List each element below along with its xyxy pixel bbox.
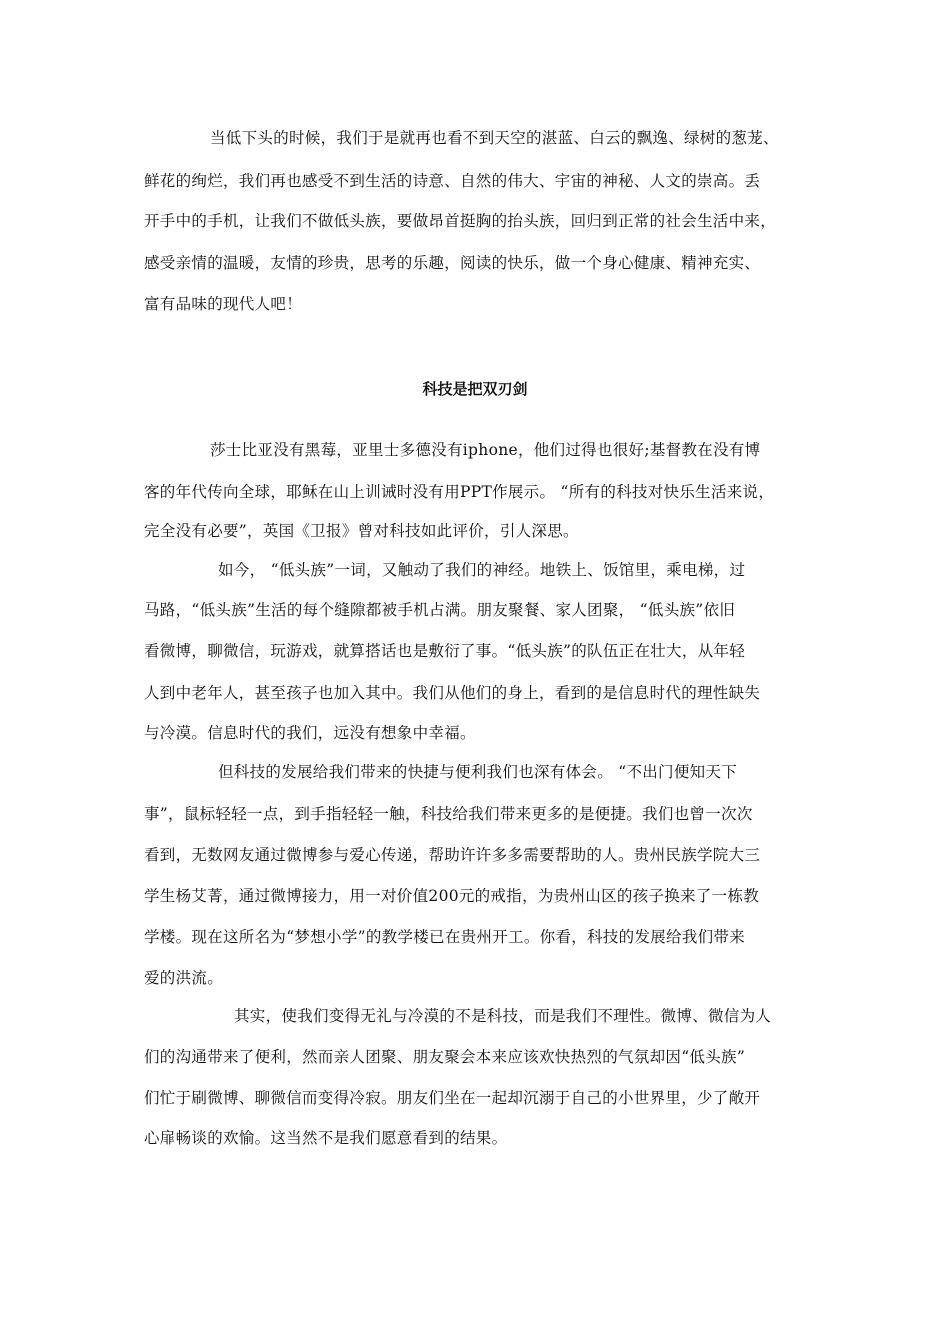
text-line: 事”，鼠标轻轻一点，到手指轻轻一触，科技给我们带来更多的是便捷。我们也曾一次次 — [144, 805, 753, 823]
text-line: 与冷漠。信息时代的我们，远没有想象中幸福。 — [144, 724, 476, 742]
text-line: 开手中的手机，让我们不做低头族，要做昂首挺胸的抬头族，回归到正常的社会生活中来， — [144, 212, 777, 230]
text-line: 们忙于刷微博、聊微信而变得冷寂。朋友们坐在一起却沉溺于自己的小世界里，少了敞开 — [144, 1089, 761, 1107]
text-line: 学生杨艾菁，通过微博接力，用一对价值200元的戒指，为贵州山区的孩子换来了一栋教 — [144, 887, 760, 905]
text-line: 看微博，聊微信，玩游戏，就算搭话也是敷衍了事。“低头族”的队伍正在壮大，从年轻 — [144, 642, 746, 660]
section-title: 科技是把双刃剑 — [422, 380, 528, 398]
text-line: 感受亲情的温暖，友情的珍贵，思考的乐趣，阅读的快乐，做一个身心健康、精神充实、 — [144, 254, 761, 272]
text-line: 客的年代传向全球，耶稣在山上训诫时没有用PPT作展示。 “所有的科技对快乐生活来说， — [144, 483, 775, 501]
text-line: 当低下头的时候，我们于是就再也看不到天空的湛蓝、白云的飘逸、绿树的葱茏、 — [210, 129, 779, 147]
text-line: 爱的洪流。 — [144, 969, 224, 987]
text-line: 其实，使我们变得无礼与冷漠的不是科技，而是我们不理性。微博、微信为人 — [234, 1007, 772, 1025]
text-line: 学楼。现在这所名为“梦想小学”的教学楼已在贵州开工。你看，科技的发展给我们带来 — [144, 928, 746, 946]
text-line: 如今， “低头族”一词，又触动了我们的神经。地铁上、饭馆里，乘电梯，过 — [218, 561, 746, 579]
text-line: 鲜花的绚烂，我们再也感受不到生活的诗意、自然的伟大、宇宙的神秘、人文的崇高。丢 — [144, 172, 761, 190]
text-line: 心扉畅谈的欢愉。这当然不是我们愿意看到的结果。 — [144, 1129, 508, 1147]
text-line: 人到中老年人，甚至孩子也加入其中。我们从他们的身上，看到的是信息时代的理性缺失 — [144, 684, 761, 702]
text-line: 完全没有必要”，英国《卫报》曾对科技如此评价，引人深思。 — [144, 522, 579, 540]
text-line: 马路，“低头族”生活的每个缝隙都被手机占满。朋友聚餐、家人团聚， “低头族”依旧 — [144, 601, 736, 619]
text-line: 富有品味的现代人吧！ — [144, 295, 303, 313]
text-line: 莎士比亚没有黑莓，亚里士多德没有iphone，他们过得也很好;基督教在没有博 — [210, 441, 761, 459]
text-line: 们的沟通带来了便利，然而亲人团聚、朋友聚会本来应该欢快热烈的气氛却因“低头族” — [144, 1048, 746, 1066]
text-line: 看到，无数网友通过微博参与爱心传递，帮助许许多多需要帮助的人。贵州民族学院大三 — [144, 846, 761, 864]
text-line: 但科技的发展给我们带来的快捷与便利我们也深有体会。 “不出门便知天下 — [218, 763, 738, 781]
